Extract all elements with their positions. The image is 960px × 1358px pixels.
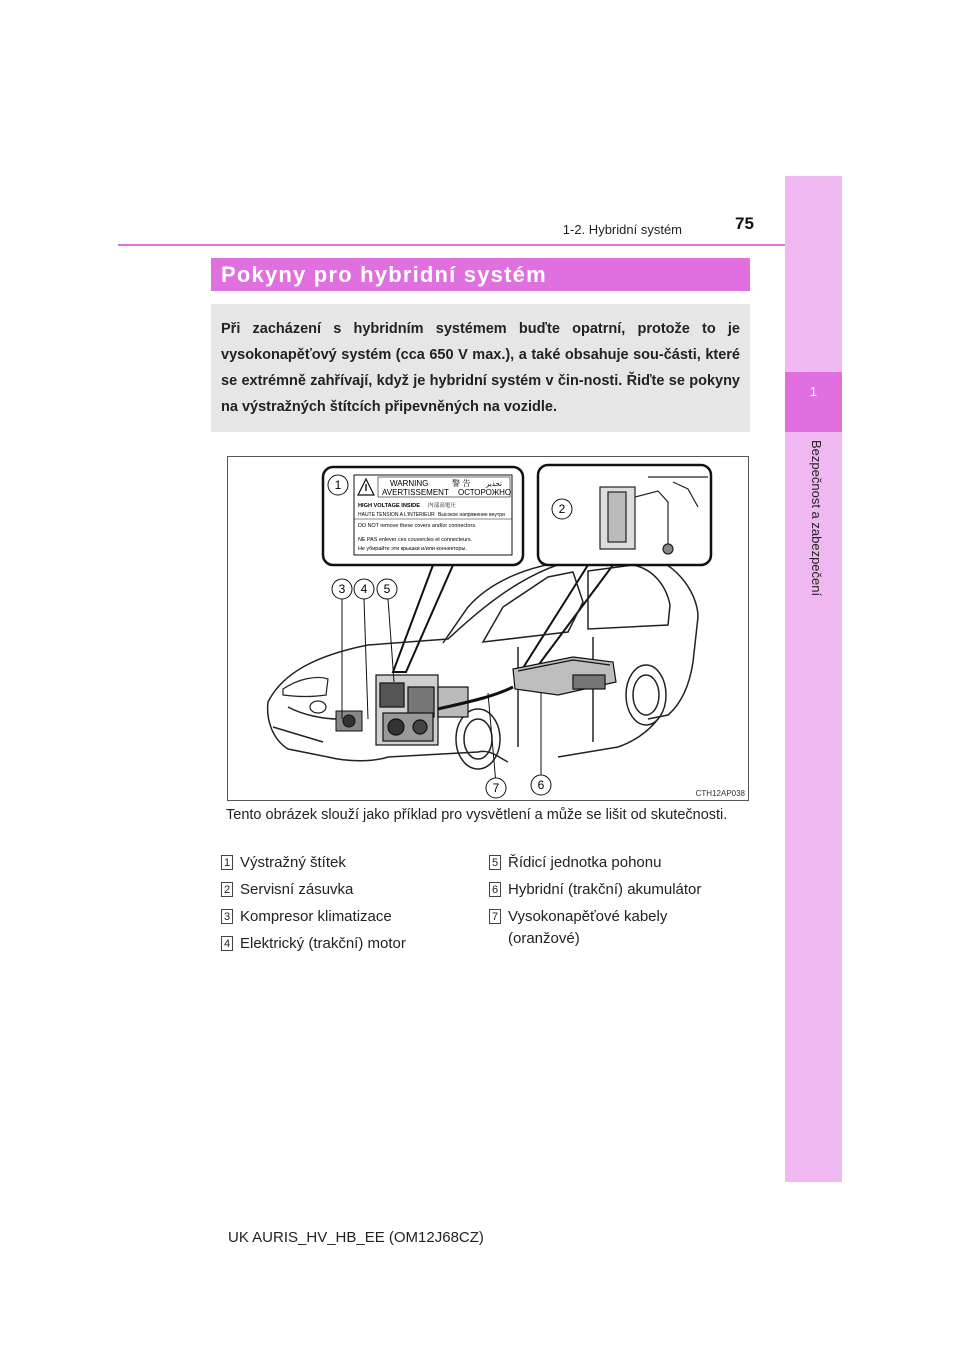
figure-caption: Tento obrázek slouží jako příklad pro vysvětlení a může se lišit od skutečnosti. xyxy=(226,807,728,823)
legend-label-7: Vysokonapěťové kabely xyxy=(508,908,668,925)
legend-badge-1: 1 xyxy=(221,855,233,870)
ac-compressor xyxy=(336,711,362,731)
header-rule xyxy=(118,244,785,246)
legend-badge-3: 3 xyxy=(221,909,233,924)
legend-badge-6: 6 xyxy=(489,882,501,897)
page-number: 75 xyxy=(735,214,754,233)
chapter-tab-active[interactable] xyxy=(785,372,842,432)
section-header: 1-2. Hybridní systém xyxy=(562,222,682,237)
figure-code: CTH12AP038 xyxy=(695,789,745,798)
svg-text:1: 1 xyxy=(334,478,342,492)
legend-label-4: Elektrický (trakční) motor xyxy=(240,935,406,952)
svg-text:2: 2 xyxy=(558,502,566,516)
legend-label-7-line2: (oranžové) xyxy=(508,930,580,947)
warning-line4: HAUTE TENSION A L'INTERIEUR xyxy=(358,512,435,518)
legend-badge-7: 7 xyxy=(489,909,501,924)
legend-label-1: Výstražný štítek xyxy=(240,854,346,871)
warning-line1-ar: تحذير xyxy=(486,480,502,488)
car-illustration xyxy=(228,457,750,802)
warning-line1: WARNING xyxy=(390,479,429,488)
warning-line4-ru: Высокое напряжение внутри xyxy=(438,512,505,518)
page-title: Pokyny pro hybridní systém xyxy=(211,258,750,291)
hybrid-system-figure xyxy=(227,456,749,801)
svg-text:4: 4 xyxy=(360,582,368,596)
warning-line2-ru: ОСТОРОЖНО xyxy=(458,488,512,497)
callout-3 xyxy=(332,579,352,599)
callout-1 xyxy=(328,475,348,495)
legend-badge-2: 2 xyxy=(221,882,233,897)
warning-line2: AVERTISSEMENT xyxy=(382,488,449,497)
legend-label-3: Kompresor klimatizace xyxy=(240,908,392,925)
warning-line6: NE PAS enlever ces couvercles et connecteurs. xyxy=(358,537,473,543)
svg-text:6: 6 xyxy=(537,778,545,792)
legend-badge-5: 5 xyxy=(489,855,501,870)
warning-label xyxy=(354,475,512,555)
svg-text:7: 7 xyxy=(492,781,500,795)
callout-pointer-1 xyxy=(393,565,453,672)
chapter-number: 1 xyxy=(809,384,818,399)
callout-4 xyxy=(354,579,374,599)
legend-label-2: Servisní zásuvka xyxy=(240,881,354,898)
callout-7 xyxy=(486,778,506,798)
svg-text:3: 3 xyxy=(338,582,346,596)
callout-6 xyxy=(531,775,551,795)
svg-text:5: 5 xyxy=(383,582,391,596)
legend-label-6: Hybridní (trakční) akumulátor xyxy=(508,881,702,898)
warning-line3-cjk: 内部高電圧 xyxy=(428,503,456,509)
intro-text: Při zacházení s hybridním systémem buďte opatrní, protože to je vysokonapěťový systém (cca 650 V max.), a také obsahuje sou-části, které se extrémně zahřívají, když je hybridní systém v čin-nosti. Řiďte se pokyny na výstražných štítcích připevněných na vozidle. xyxy=(211,304,750,432)
callout-2 xyxy=(552,499,572,519)
chapter-side-tab xyxy=(785,176,842,1182)
footer-model-code: UK AURIS_HV_HB_EE (OM12J68CZ) xyxy=(228,1229,484,1246)
legend-badge-4: 4 xyxy=(221,936,233,951)
engine-block xyxy=(376,675,468,745)
callout-5 xyxy=(377,579,397,599)
warning-line5: DO NOT remove these covers and/or connectors. xyxy=(358,523,477,529)
warning-line3: HIGH VOLTAGE INSIDE xyxy=(358,503,420,509)
chapter-label: Bezpečnost a zabezpečení xyxy=(809,440,824,597)
warning-line7: Не убирайте эти крышки и/или коннекторы. xyxy=(358,546,467,552)
warning-line1-cjk: 警 告 xyxy=(452,479,471,488)
legend-label-5: Řídicí jednotka pohonu xyxy=(508,854,662,871)
